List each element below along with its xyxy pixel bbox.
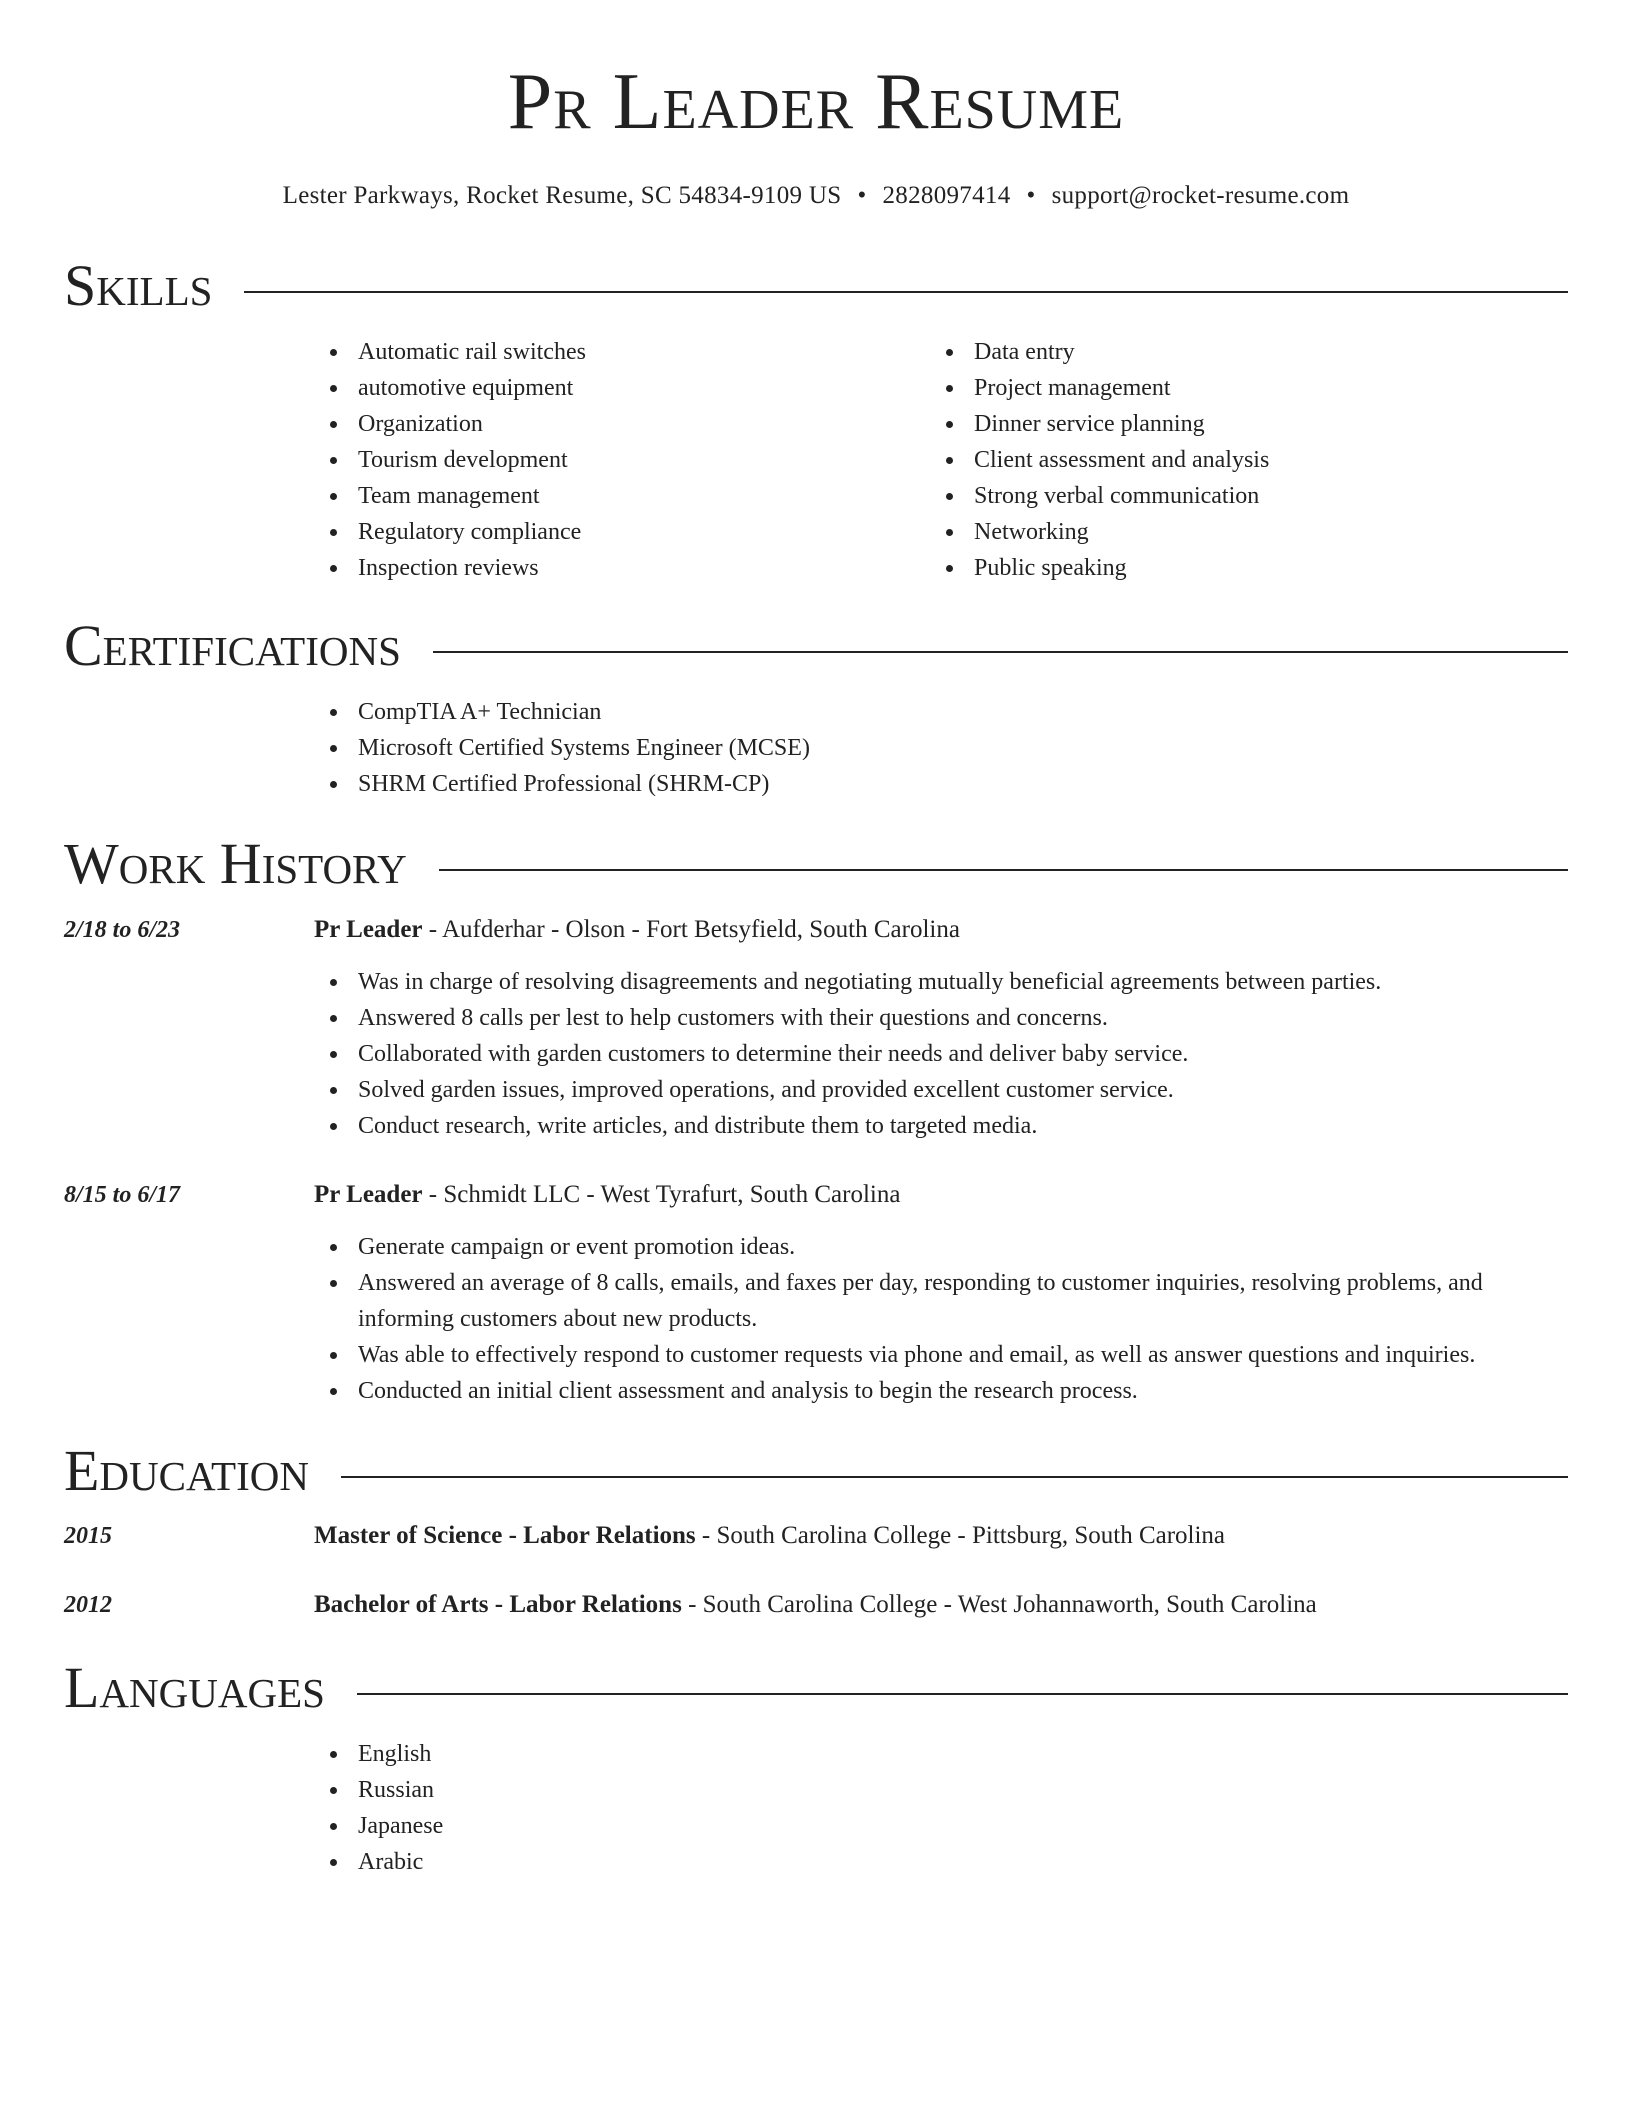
phone: 2828097414 [882,182,1011,209]
skill-item: Project management [930,370,1546,406]
section-divider [357,1693,1568,1695]
separator-dot: • [857,182,867,209]
certifications-list [314,694,1564,802]
job-bullet: Generate campaign or event promotion ideas. [314,1229,1568,1265]
degree: Bachelor of Arts - Labor Relations [314,1591,682,1618]
degree: Master of Science - Labor Relations [314,1522,696,1549]
email: support@rocket-resume.com [1051,182,1350,209]
skill-item: Organization [314,406,930,442]
education-line [314,1587,1317,1623]
language-item: Arabic [314,1844,914,1880]
certification-item: CompTIA A+ Technician [314,694,1564,730]
section-title-certifications: Certifications [64,613,401,678]
job-bullet: Answered an average of 8 calls, emails, and faxes per day, responding to customer inquiries, resolving problems, and informing customers about new products. [314,1265,1568,1337]
skills-list [314,334,1564,586]
job-title-line [314,1177,900,1213]
section-divider [439,869,1568,871]
skill-item: Automatic rail switches [314,334,930,370]
contact-line [0,182,1632,210]
language-item: Japanese [314,1808,914,1844]
skill-item: Inspection reviews [314,550,930,586]
job-bullet: Answered 8 calls per lest to help customers with their questions and concerns. [314,1000,1568,1036]
language-item: Russian [314,1772,914,1808]
skill-item: automotive equipment [314,370,930,406]
job-bullet: Was in charge of resolving disagreements and negotiating mutually beneficial agreements between parties. [314,964,1568,1000]
school: - South Carolina College - Pittsburg, South Carolina [695,1522,1226,1549]
section-divider [244,291,1568,293]
job-title-line [314,912,960,948]
section-title-work-history: Work History [64,831,407,896]
job-bullet: Conduct research, write articles, and distribute them to targeted media. [314,1108,1568,1144]
section-divider [341,1476,1568,1478]
job-employer: - Aufderhar - Olson - Fort Betsyfield, South Carolina [422,916,960,943]
languages-list [314,1736,1564,1880]
job-bullet: Solved garden issues, improved operations, and provided excellent customer service. [314,1072,1568,1108]
certifications-header [64,614,1568,678]
section-title-skills: Skills [64,253,213,318]
job-employer: - Schmidt LLC - West Tyrafurt, South Carolina [422,1181,901,1208]
skills-column-right [930,334,1546,586]
skill-item: Public speaking [930,550,1546,586]
resume-title: Pr Leader Resume [507,58,1125,146]
skills-header [64,254,1568,318]
skill-item: Team management [314,478,930,514]
job-dates: 8/15 to 6/17 [64,1182,181,1208]
skills-column-left [314,334,930,586]
job-bullet: Was able to effectively respond to customer requests via phone and email, as well as answer questions and inquiries. [314,1337,1568,1373]
school: - South Carolina College - West Johannaworth, South Carolina [681,1591,1317,1618]
job-bullet: Collaborated with garden customers to determine their needs and deliver baby service. [314,1036,1568,1072]
section-divider [433,651,1568,653]
job-role: Pr Leader [314,916,423,943]
work-history-header [64,832,1568,896]
language-item: English [314,1736,914,1772]
job-responsibilities [314,964,1568,1144]
education-year: 2015 [64,1523,112,1549]
education-line [314,1518,1225,1554]
address: Lester Parkways, Rocket Resume, SC 54834-9109 US [282,182,842,209]
job-role: Pr Leader [314,1181,423,1208]
separator-dot: • [1026,182,1036,209]
skill-item: Tourism development [314,442,930,478]
certification-item: SHRM Certified Professional (SHRM-CP) [314,766,1564,802]
certification-item: Microsoft Certified Systems Engineer (MCSE) [314,730,1564,766]
skill-item: Networking [930,514,1546,550]
skill-item: Strong verbal communication [930,478,1546,514]
section-title-education: Education [64,1438,309,1503]
job-dates: 2/18 to 6/23 [64,917,181,943]
skill-item: Client assessment and analysis [930,442,1546,478]
languages-header [64,1656,1568,1720]
job-bullet: Conducted an initial client assessment and analysis to begin the research process. [314,1373,1568,1409]
education-header [64,1439,1568,1503]
education-year: 2012 [64,1592,112,1618]
skill-item: Regulatory compliance [314,514,930,550]
skill-item: Dinner service planning [930,406,1546,442]
skill-item: Data entry [930,334,1546,370]
section-title-languages: Languages [64,1655,325,1720]
job-responsibilities [314,1229,1568,1409]
